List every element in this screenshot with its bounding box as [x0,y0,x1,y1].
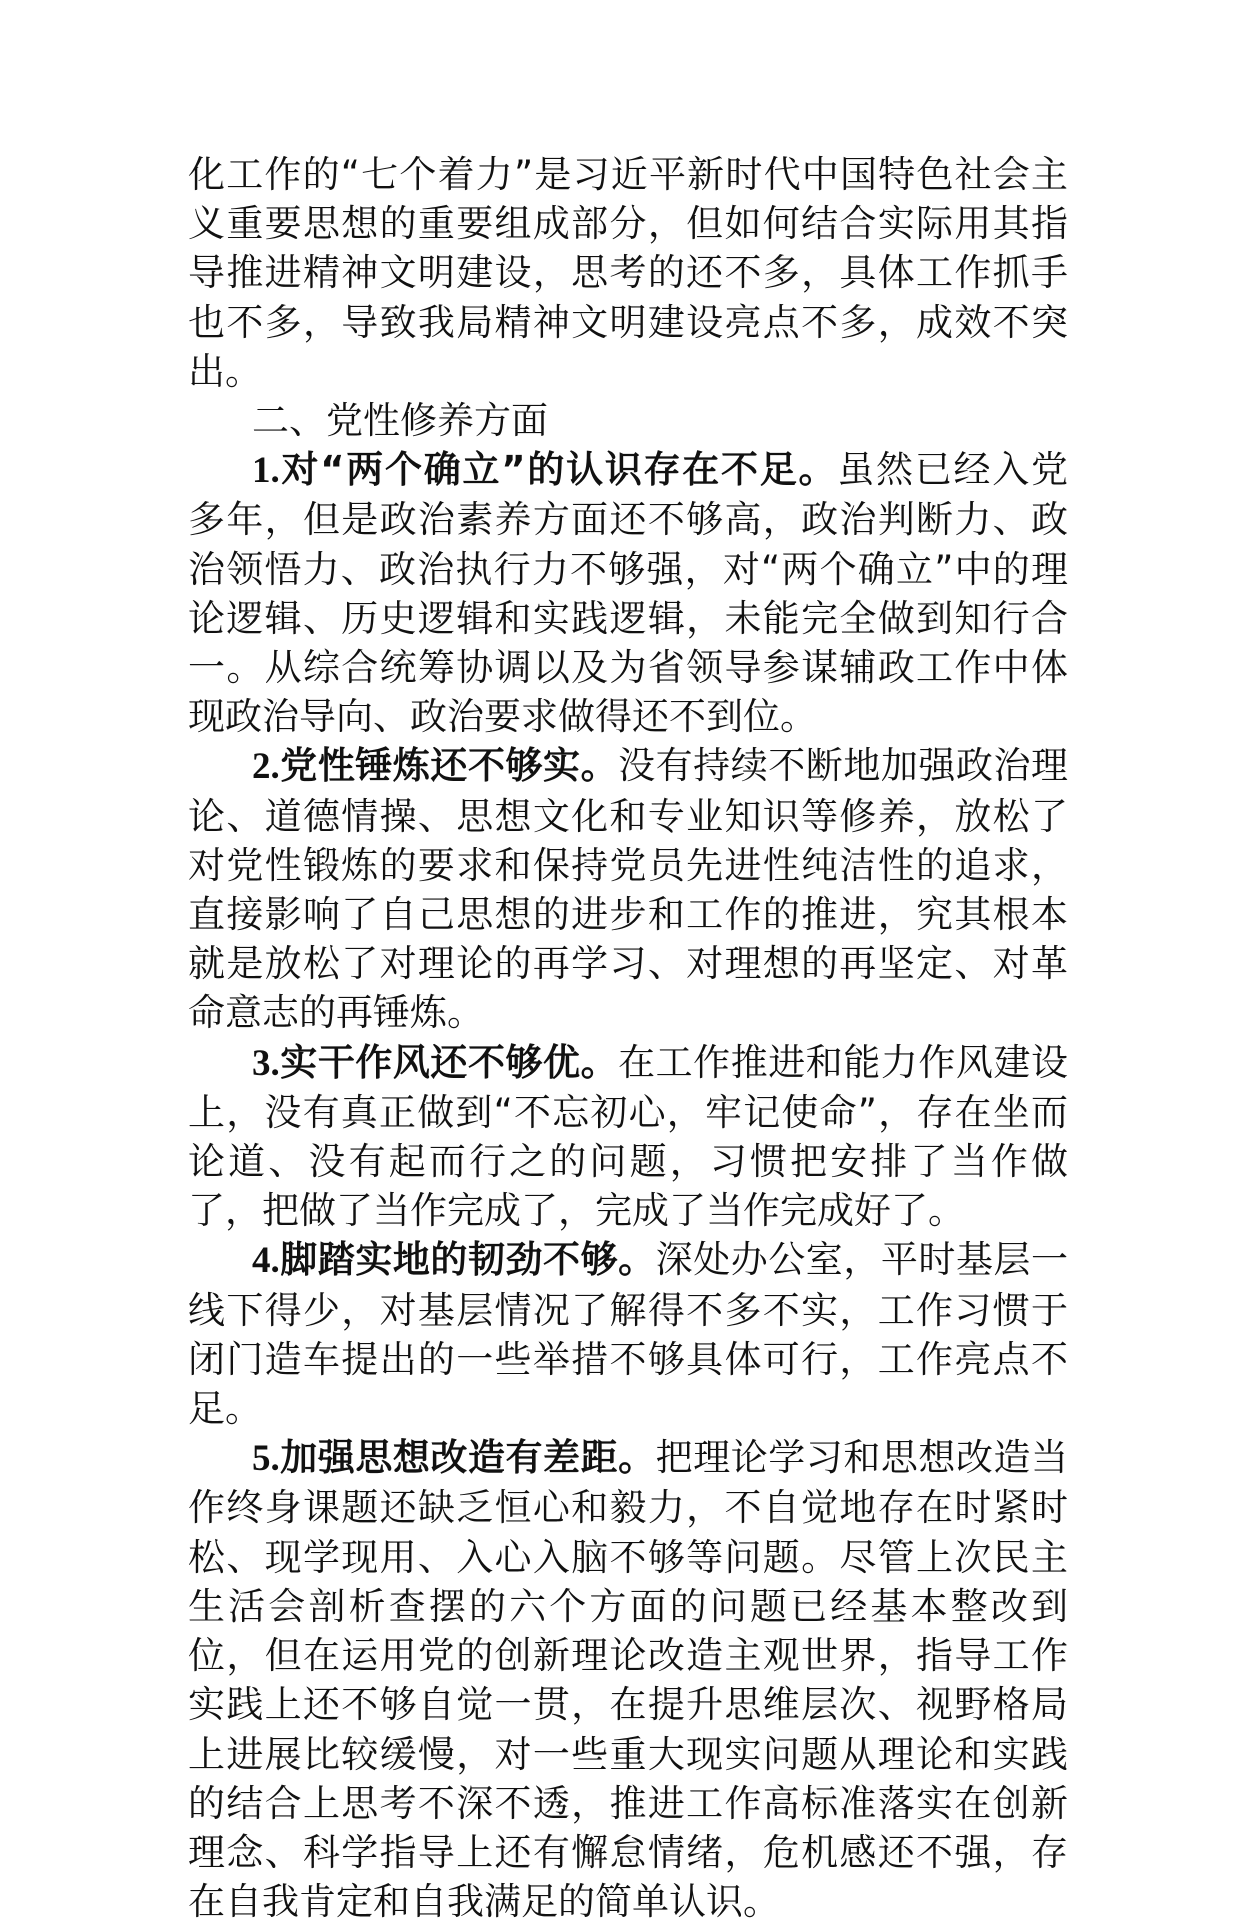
item-heading: 实干作风还不够优。 [279,1040,619,1084]
paragraph-text: 化工作的“七个着力”是习近平新时代中国特色社会主义重要思想的重要组成部分，但如何结合实际用其指导推进精神文明建设，思考的还不多，具体工作抓手也不多，导致我局精神文明建设亮点不多，成效不突出。 [188,153,1068,393]
document-body [188,150,1068,1926]
item-body: 虽然已经入党多年，但是政治素养方面还不够高，政治判断力、政治领悟力、政治执行力不够强，对“两个确立”中的理论逻辑、历史逻辑和实践逻辑，未能完全做到知行合一。从综合统筹协调以及为省领导参谋辅政工作中体现政治导向、政治要求做得还不到位。 [188,448,1068,739]
item-number: 3. [252,1042,280,1084]
item-paragraph-5 [188,1433,1068,1926]
item-heading: 脚踏实地的韧劲不够。 [279,1238,656,1282]
item-heading: 党性锤炼还不够实。 [279,744,619,788]
item-number: 2. [252,746,280,788]
item-body: 深处办公室，平时基层一线下得少，对基层情况了解得不多不实，工作习惯于闭门造车提出的一些举措不够具体可行，工作亮点不足。 [188,1238,1069,1431]
item-paragraph-1 [188,445,1068,741]
item-paragraph-3 [188,1038,1068,1236]
item-paragraph-2 [188,741,1068,1037]
item-paragraph-4 [188,1235,1068,1433]
section-heading-text: 二、党性修养方面 [252,399,548,443]
item-number: 5. [252,1438,280,1480]
item-body: 没有持续不断地加强政治理论、道德情操、思想文化和专业知识等修养，放松了对党性锻炼的要求和保持党员先进性纯洁性的追求，直接影响了自己思想的进步和工作的推进，究其根本就是放松了对理论的再学习、对理想的再坚定、对革命意志的再锤炼。 [188,744,1069,1035]
item-number: 4. [252,1240,280,1282]
item-body: 把理论学习和思想改造当作终身课题还缺乏恒心和毅力，不自觉地存在时紧时松、现学现用、入心入脑不够等问题。尽管上次民主生活会剖析查摆的六个方面的问题已经基本整改到位，但在运用党的创新理论改造主观世界，指导工作实践上还不够自觉一贯，在提升思维层次、视野格局上进展比较缓慢，对一些重大现实问题从理论和实践的结合上思考不深不透，推进工作高标准落实在创新理念、科学指导上还有懈怠情绪，危机感还不强，存在自我肯定和自我满足的简单认识。 [188,1436,1069,1924]
item-number: 1. [252,450,280,492]
item-heading: 加强思想改造有差距。 [279,1436,656,1480]
continuation-paragraph [188,150,1068,396]
item-heading: 对“两个确立”的认识存在不足。 [279,448,838,492]
section-heading [188,396,1068,445]
item-body: 在工作推进和能力作风建设上，没有真正做到“不忘初心，牢记使命”，存在坐而论道、没有起而行之的问题，习惯把安排了当作做了，把做了当作完成了，完成了当作完成好了。 [188,1040,1069,1233]
